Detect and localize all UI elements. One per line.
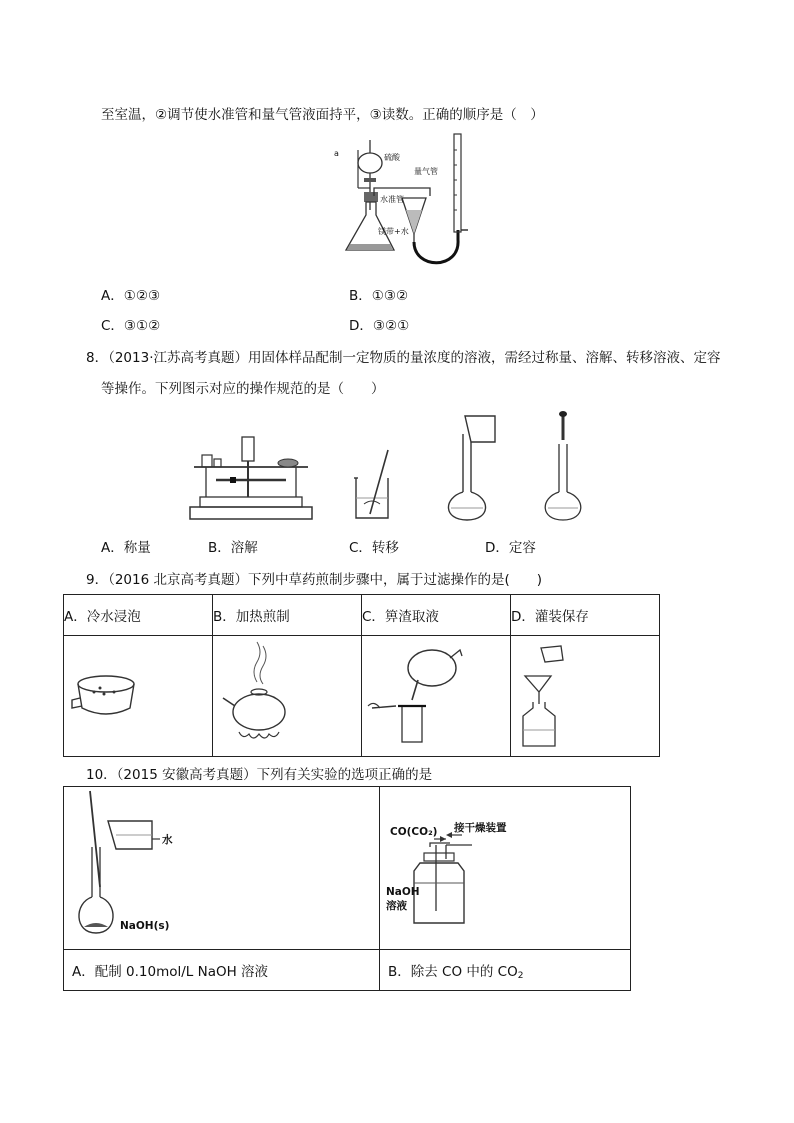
q10-caption-b-subscript: 2	[517, 970, 524, 981]
q10-stem: 10．（2015 安徽高考真题）下列有关实验的选项正确的是	[86, 767, 433, 783]
q7-option-c: C．③①②	[101, 318, 161, 334]
q8-option-a: A．称量	[101, 540, 151, 556]
q9-table	[63, 594, 660, 757]
q8-option-d: D．定容	[485, 540, 536, 556]
q8-option-c: C．转移	[349, 540, 399, 556]
q9-filtering-figure	[362, 636, 510, 752]
q10-label-naoh-solid: NaOH(s)	[120, 920, 170, 932]
q10-cell-b-caption	[380, 950, 631, 991]
q9-cell-a-label: A．冷水浸泡	[64, 595, 213, 636]
q8-volume-figure	[538, 410, 588, 522]
q10-label-to-dryer: 接干燥装置	[454, 822, 507, 834]
q10-cell-b-figure	[380, 787, 631, 950]
q10-wash-bottle-figure	[380, 787, 630, 945]
q9-cell-a-figure	[64, 636, 213, 757]
q8-balance-figure	[186, 435, 316, 523]
q10-label-water: 水	[162, 834, 173, 846]
q10-label-solution: 溶液	[386, 900, 407, 912]
q8-beaker-figure	[352, 448, 394, 523]
q10-cell-a-caption: A．配制 0.10mol/L NaOH 溶液	[64, 950, 380, 991]
q9-cell-c-figure	[362, 636, 511, 757]
q10-cell-a-figure	[64, 787, 380, 950]
q8-transfer-figure	[443, 412, 513, 522]
q10-label-gas-in: CO(CO₂)	[390, 826, 438, 838]
q7-text-tail: 至室温，②调节使水准管和量气管液面持平，③读数。正确的顺序是（ ）	[101, 107, 544, 123]
q10-table	[63, 786, 631, 991]
q7-label-acid: 硫酸	[384, 153, 400, 162]
q7-label-strip: 镁带+水	[378, 227, 409, 236]
q9-decocting-pot-figure	[213, 636, 361, 752]
q9-cell-d-label: D．灌装保存	[511, 595, 660, 636]
q9-cell-c-label: C．箅渣取液	[362, 595, 511, 636]
q7-option-b: B．①③②	[349, 288, 409, 304]
q8-option-b: B．溶解	[208, 540, 258, 556]
q8-stem-line1: 8．（2013·江苏高考真题）用固体样品配制一定物质的量浓度的溶液，需经过称量、溶解、转移溶液、定容	[86, 350, 721, 366]
q9-bottling-figure	[511, 636, 659, 752]
q7-option-a: A．①②③	[101, 288, 161, 304]
q7-gas-apparatus-figure	[330, 130, 490, 270]
q7-option-d: D．③②①	[349, 318, 410, 334]
q10-dissolve-figure	[64, 787, 379, 945]
q9-cell-d-figure	[511, 636, 660, 757]
q7-label-gas-tube: 量气管	[414, 167, 438, 176]
q8-stem-line2: 等操作。下列图示对应的操作规范的是（ ）	[101, 381, 385, 397]
q10-caption-b-text: B．除去 CO 中的 CO	[388, 963, 518, 980]
q9-cell-b-figure	[213, 636, 362, 757]
q7-label-level-tube: 水准管	[380, 195, 404, 204]
q9-cell-b-label: B．加热煎制	[213, 595, 362, 636]
q10-label-naoh: NaOH	[386, 886, 420, 898]
q9-soaking-pot-figure	[64, 636, 212, 752]
q9-stem: 9．（2016 北京高考真题）下列中草药煎制步骤中，属于过滤操作的是( )	[86, 572, 543, 588]
q7-label-a: a	[334, 149, 339, 158]
